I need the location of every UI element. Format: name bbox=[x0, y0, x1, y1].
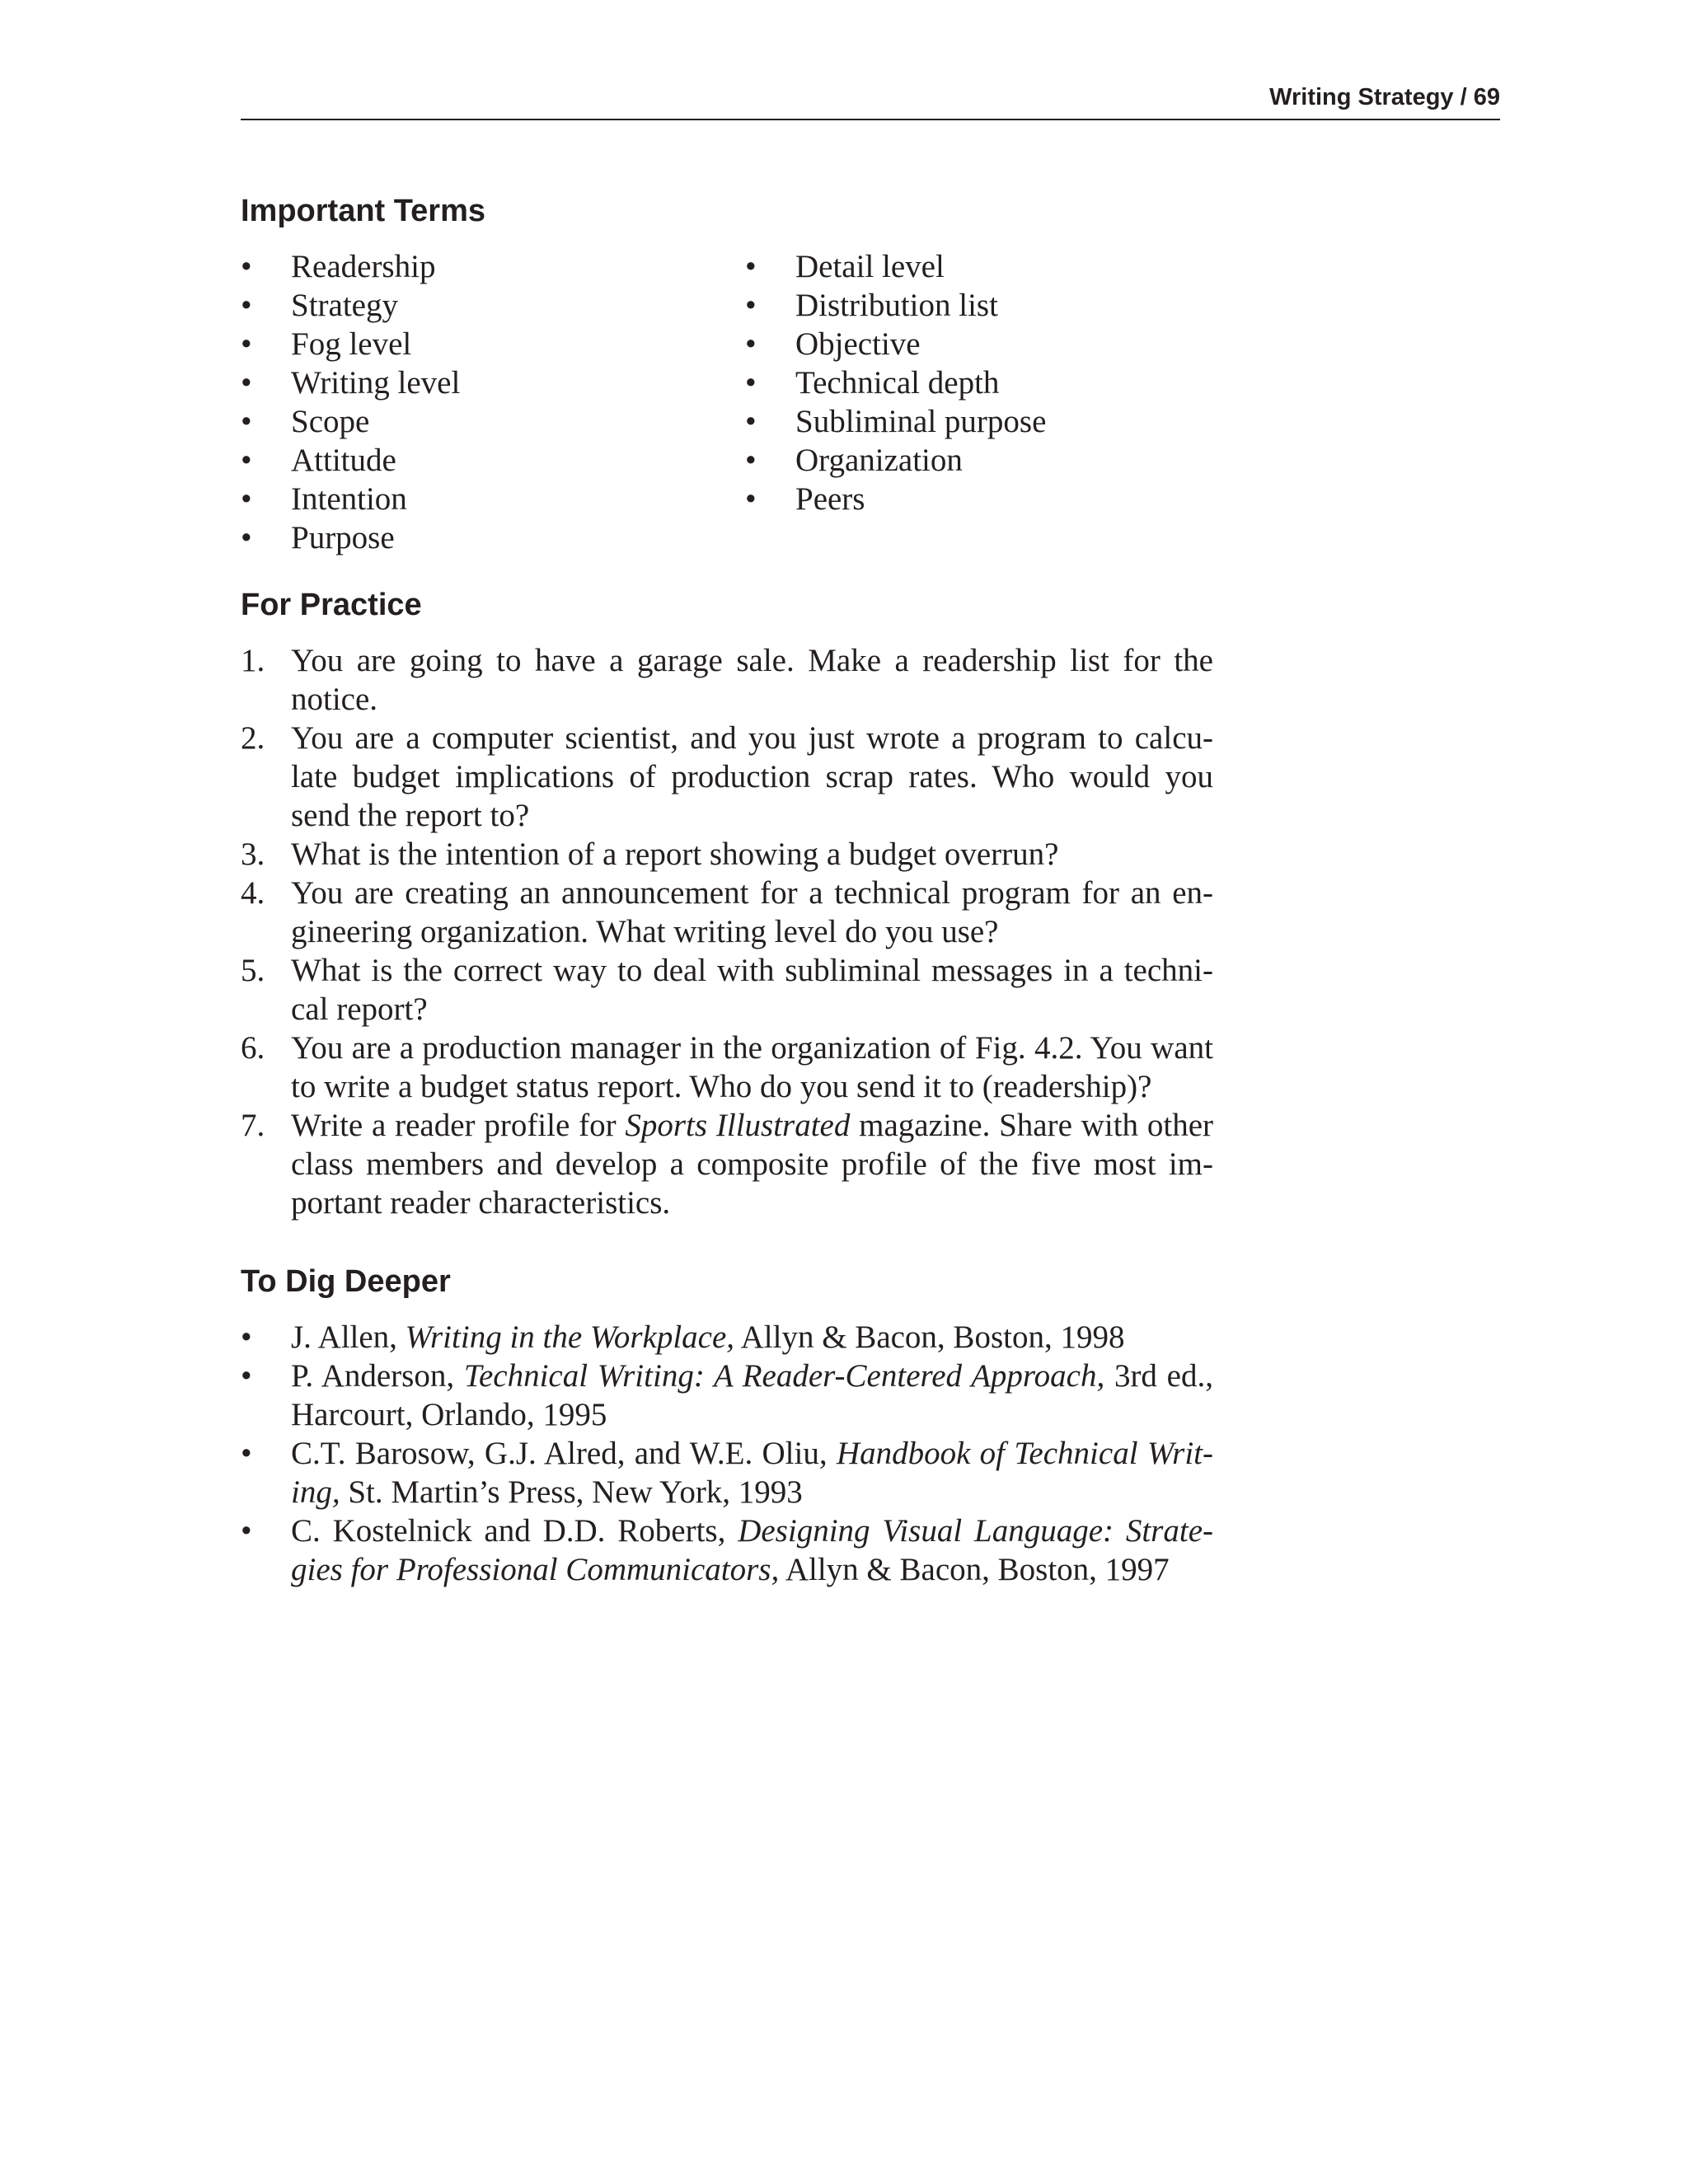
item-number: 6. bbox=[241, 1030, 265, 1066]
term-item: • Objective bbox=[745, 326, 921, 362]
reference-author: C.T. Barosow, G.J. Alred, and W.E. Oliu, bbox=[291, 1436, 837, 1471]
bullet-icon: • bbox=[241, 1319, 252, 1355]
reference-title: Writing in the Workplace, bbox=[405, 1319, 735, 1355]
reference-item bbox=[241, 1511, 1213, 1589]
bullet-icon: • bbox=[745, 404, 757, 439]
term-item: • Distribution list bbox=[745, 288, 998, 323]
item-number: 4. bbox=[241, 875, 265, 911]
to-dig-deeper-heading: To Dig Deeper bbox=[241, 1264, 451, 1299]
item-text: What is the correct way to deal with subliminal messages in a techni-cal report? bbox=[291, 953, 1213, 1027]
item-number: 2. bbox=[241, 720, 265, 756]
for-practice-section bbox=[241, 582, 1213, 1222]
bullet-icon: • bbox=[241, 365, 252, 401]
bullet-icon: • bbox=[241, 1436, 252, 1471]
bullet-icon: • bbox=[241, 326, 252, 362]
reference-publisher: Allyn & Bacon, Boston, 1998 bbox=[734, 1319, 1125, 1355]
term-item: • Scope bbox=[241, 404, 370, 439]
item-number: 5. bbox=[241, 953, 265, 988]
bullet-icon: • bbox=[241, 288, 252, 323]
practice-item bbox=[241, 1029, 1213, 1106]
bullet-icon: • bbox=[241, 404, 252, 439]
bullet-icon: • bbox=[241, 443, 252, 478]
reference-author: P. Anderson, bbox=[291, 1358, 464, 1394]
item-number: 3. bbox=[241, 837, 265, 872]
important-terms-heading: Important Terms bbox=[241, 194, 486, 228]
term-item: • Purpose bbox=[241, 520, 395, 555]
term-item: • Fog level bbox=[241, 326, 412, 362]
reference-publisher: 3rd ed., Harcourt, Orlando, 1995 bbox=[291, 1358, 1213, 1432]
item-text: You are creating an announcement for a technical program for an en-gineering organization. What writing level do you use? bbox=[291, 875, 1213, 949]
bullet-icon: • bbox=[241, 249, 252, 284]
item-text: You are going to have a garage sale. Make a readership list for the notice. bbox=[291, 643, 1213, 717]
practice-item bbox=[241, 641, 1213, 719]
reference-title: Handbook of Technical Writ-ing, bbox=[291, 1436, 1213, 1510]
term-item: • Technical depth bbox=[745, 365, 1000, 401]
for-practice-heading: For Practice bbox=[241, 588, 422, 622]
term-item: • Intention bbox=[241, 481, 407, 517]
bullet-icon: • bbox=[241, 481, 252, 517]
header-rule bbox=[241, 119, 1500, 120]
practice-item bbox=[241, 719, 1213, 835]
reference-title: Designing Visual Language: Strate-gies for Professional Communicators, bbox=[291, 1513, 1213, 1587]
reference-item bbox=[241, 1434, 1213, 1511]
term-item: • Readership bbox=[241, 249, 436, 284]
term-item: • Detail level bbox=[745, 249, 945, 284]
item-text-before: Write a reader profile for bbox=[291, 1108, 626, 1143]
terms-column-1 bbox=[241, 247, 745, 557]
item-text: What is the intention of a report showing a budget overrun? bbox=[291, 837, 1059, 872]
reference-item bbox=[241, 1318, 1213, 1357]
reference-title: Technical Writing: A Reader-Centered Approach, bbox=[463, 1358, 1105, 1394]
item-text: You are a production manager in the organization of Fig. 4.2. You want to write a budget status report. Who do you send it to (readership)? bbox=[291, 1030, 1213, 1104]
practice-list bbox=[241, 641, 1213, 1222]
term-item: • Organization bbox=[745, 443, 963, 478]
terms-column-2 bbox=[745, 247, 1046, 557]
term-item: • Subliminal purpose bbox=[745, 404, 1047, 439]
bullet-icon: • bbox=[745, 249, 757, 284]
magazine-title: Sports Illustrated bbox=[625, 1108, 851, 1143]
item-text-after: magazine. Share with other class members and develop a composite profile of the five most im-portant reader characteristics. bbox=[291, 1108, 1213, 1221]
reference-publisher: Allyn & Bacon, Boston, 1997 bbox=[779, 1552, 1170, 1587]
practice-item bbox=[241, 835, 1213, 874]
reference-author: J. Allen, bbox=[291, 1319, 406, 1355]
reference-publisher: St. Martin’s Press, New York, 1993 bbox=[340, 1474, 803, 1510]
running-head: Writing Strategy / 69 bbox=[1269, 84, 1500, 110]
practice-item bbox=[241, 951, 1213, 1029]
item-number: 7. bbox=[241, 1108, 265, 1143]
term-item: • Writing level bbox=[241, 365, 461, 401]
page-body bbox=[241, 188, 1213, 1589]
bullet-icon: • bbox=[241, 1513, 252, 1549]
bullet-icon: • bbox=[745, 288, 757, 323]
reference-author: C. Kostelnick and D.D. Roberts, bbox=[291, 1513, 738, 1549]
bullet-icon: • bbox=[241, 1358, 252, 1394]
references-list bbox=[241, 1318, 1213, 1589]
item-text: You are a computer scientist, and you just wrote a program to calcu-late budget implications of production scrap rates. Who would you send the report to? bbox=[291, 720, 1213, 833]
reference-item bbox=[241, 1357, 1213, 1434]
bullet-icon: • bbox=[241, 520, 252, 555]
term-item: • Peers bbox=[745, 481, 865, 517]
bullet-icon: • bbox=[745, 365, 757, 401]
item-number: 1. bbox=[241, 643, 265, 678]
practice-item bbox=[241, 1106, 1213, 1222]
bullet-icon: • bbox=[745, 326, 757, 362]
practice-item bbox=[241, 874, 1213, 951]
term-item: • Attitude bbox=[241, 443, 396, 478]
bullet-icon: • bbox=[745, 481, 757, 517]
important-terms-section bbox=[241, 188, 1213, 557]
terms-list bbox=[241, 247, 1213, 557]
bullet-icon: • bbox=[745, 443, 757, 478]
term-item: • Strategy bbox=[241, 288, 398, 323]
to-dig-deeper-section bbox=[241, 1258, 1213, 1589]
